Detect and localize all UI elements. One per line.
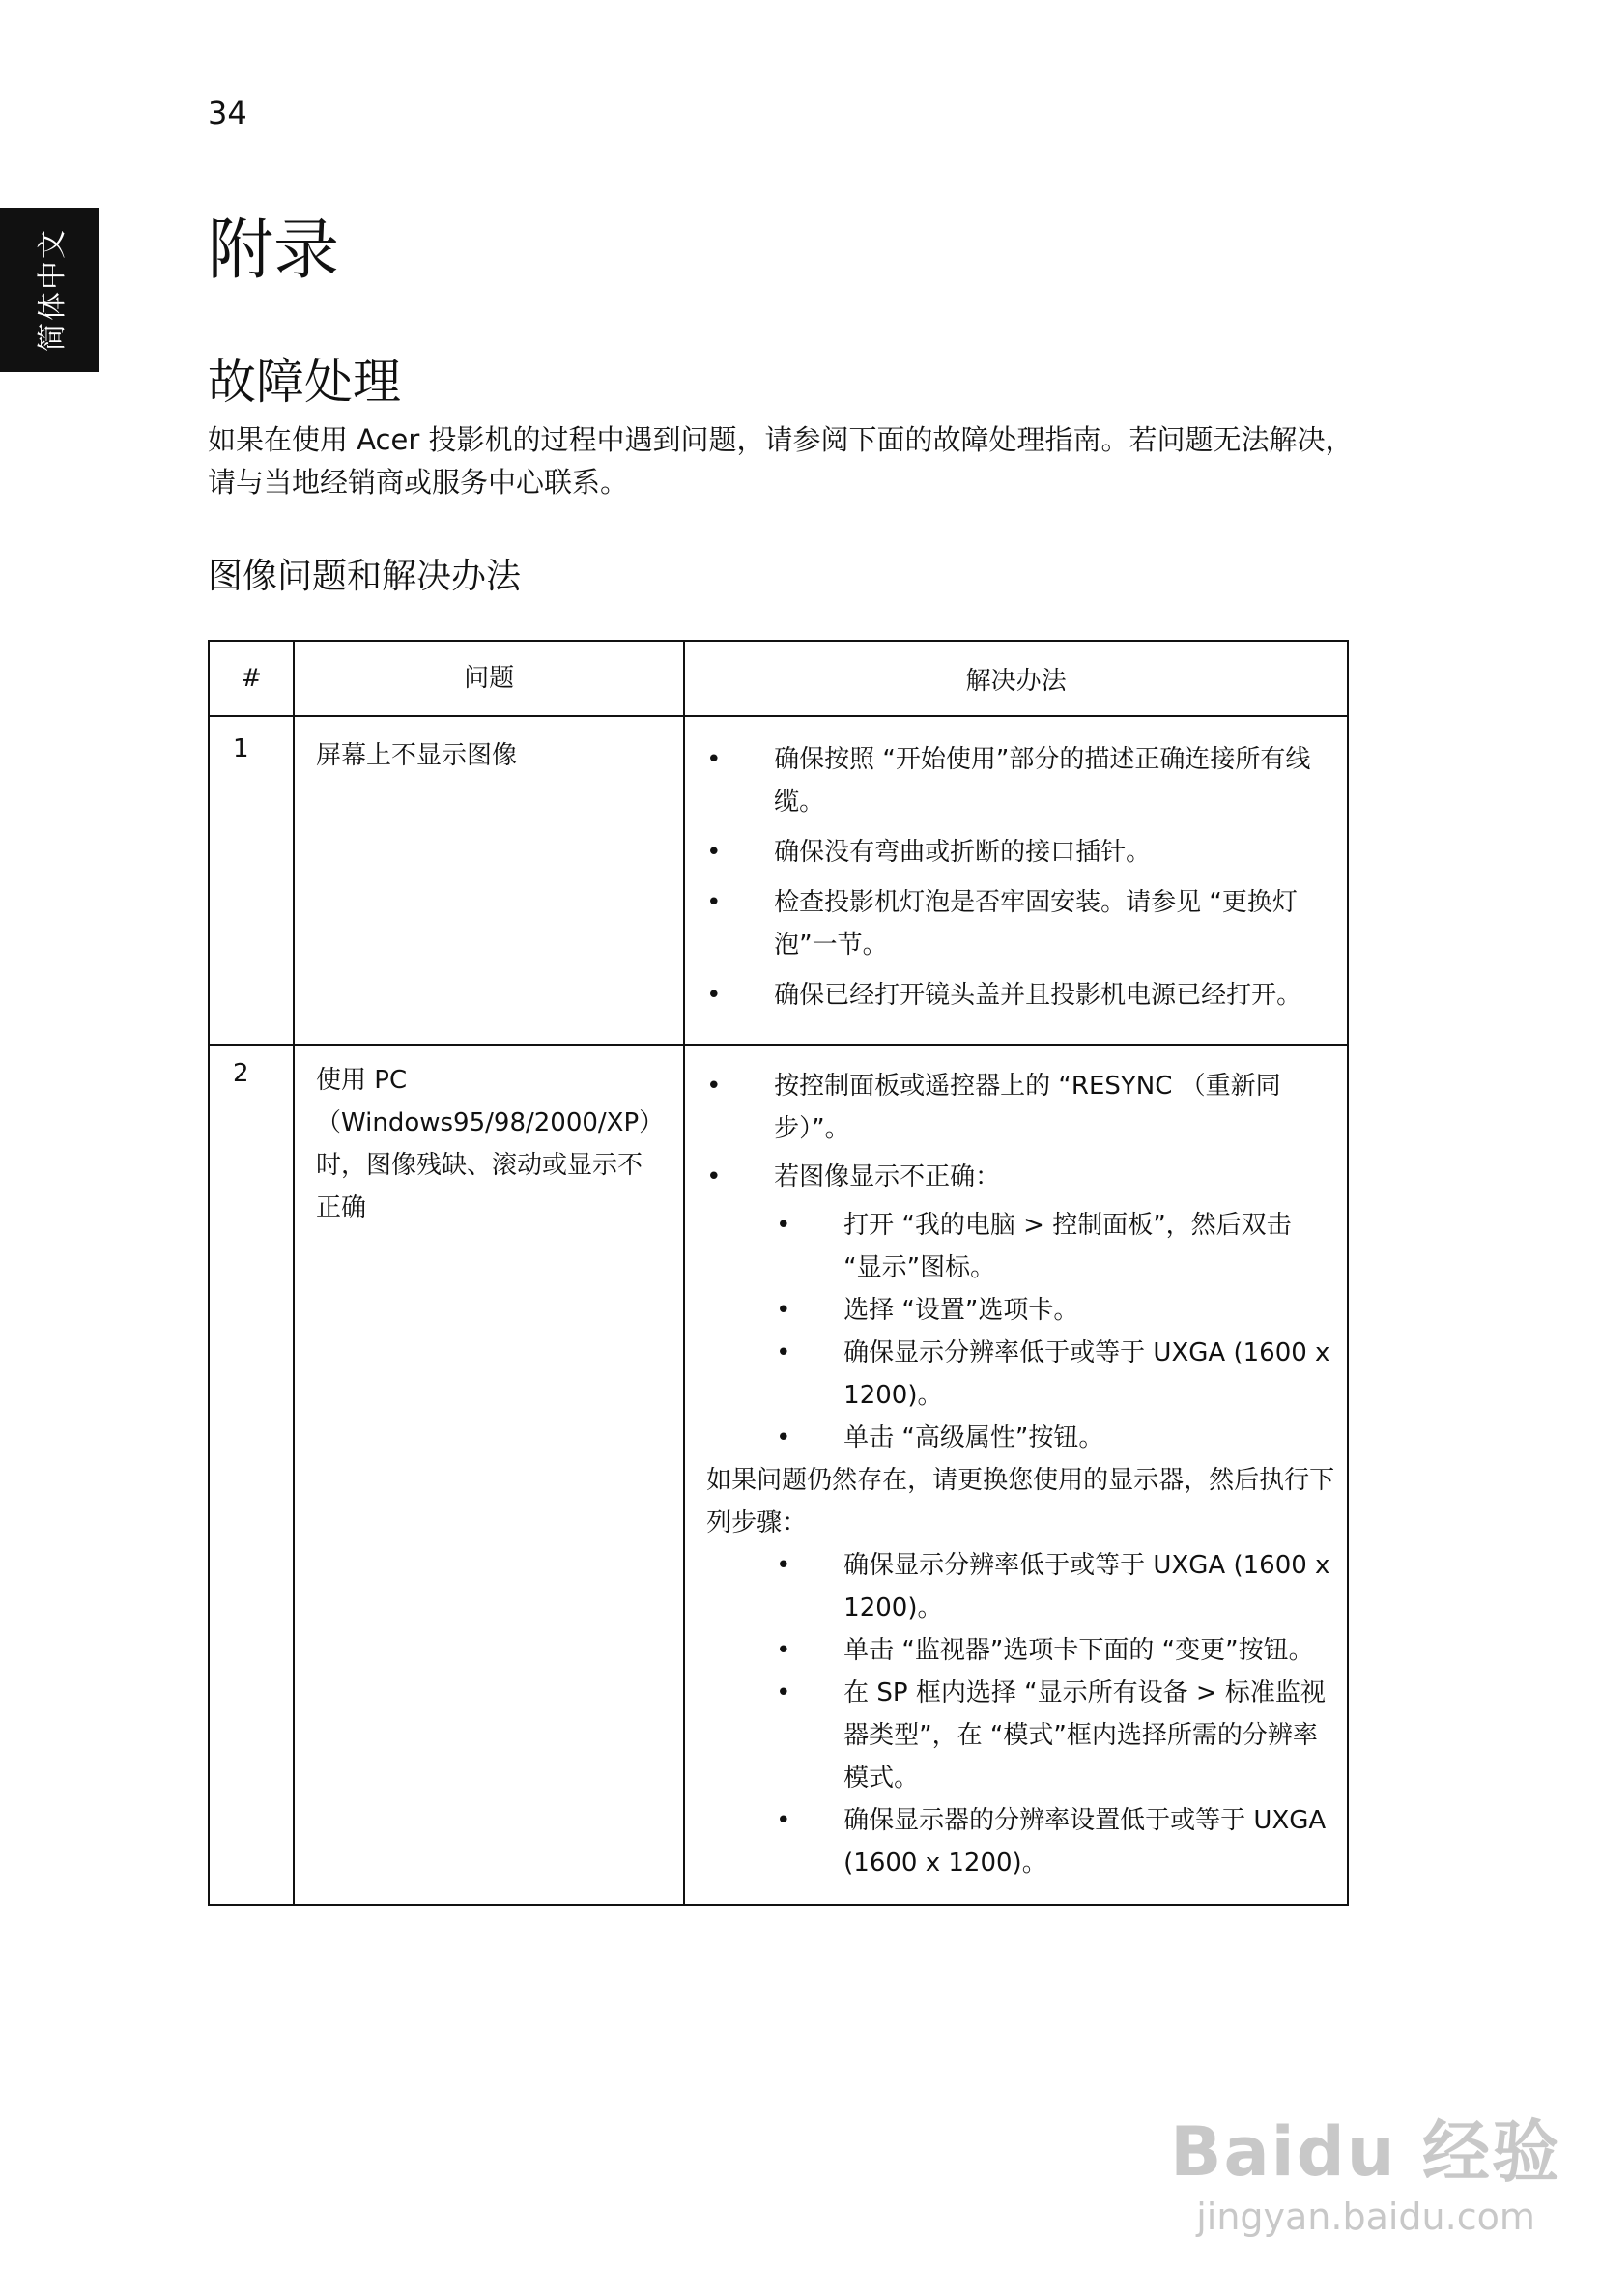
list-item [685,881,1337,966]
baidu-watermark [1170,2098,1561,2238]
bullet-icon: • [776,1296,791,1325]
bullet-icon: • [776,1423,791,1452]
list-item [685,974,1337,1017]
list-item [685,738,1337,823]
watermark-logo: Baidu 经验 [1170,2112,1561,2192]
header-solution: 解决办法 [684,641,1348,716]
sub-list-item [685,1672,1337,1799]
item-text: 检查投影机灯泡是否牢固安装。请参见 “更换灯泡”一节。 [774,888,1298,960]
header-problem: 问题 [294,641,684,716]
bullet-icon: • [776,1806,791,1835]
note-text: 如果问题仍然存在，请更换您使用的显示器，然后执行下列步骤： [706,1466,1335,1537]
watermark-url: jingyan.baidu.com [1196,2196,1535,2238]
sub-list-item [685,1629,1337,1672]
item-text: 确保显示器的分辨率设置低于或等于 UXGA (1600 x 1200)。 [843,1806,1327,1878]
list-item [685,1156,1337,1198]
table-row [209,716,1348,1045]
bullet-icon: • [706,745,722,774]
row-number: 1 [209,716,294,1045]
row-solutions [684,1045,1348,1905]
list-item [685,1065,1337,1150]
item-text: 在 SP 框内选择 “显示所有设备 > 标准监视器类型”，在 “模式”框内选择所需的分辨率模式。 [843,1679,1326,1793]
row-problem: 使用 PC （Windows95/98/2000/XP）时，图像残缺、滚动或显示不正确 [294,1045,684,1905]
side-tab-label: 简体中文 [36,228,70,352]
sub-list-item [685,1799,1337,1884]
sub-list-item [685,1417,1337,1459]
row-solutions [684,716,1348,1045]
sub-list-item [685,1332,1337,1417]
page-number: 34 [208,95,247,131]
table-row [209,1045,1348,1905]
section-title: 故障处理 [208,354,401,410]
intro-paragraph: 如果在使用 Acer 投影机的过程中遇到问题，请参阅下面的故障处理指南。若问题无法解决，请与当地经销商或服务中心联系。 [208,423,1354,499]
item-text: 确保按照 “开始使用”部分的描述正确连接所有线缆。 [774,745,1311,817]
bullet-icon: • [706,888,722,917]
bullet-icon: • [776,1338,791,1367]
item-text: 若图像显示不正确： [774,1162,1001,1191]
item-text: 确保显示分辨率低于或等于 UXGA (1600 x 1200)。 [843,1338,1330,1410]
header-number: # [209,641,294,716]
subheading: 图像问题和解决办法 [208,557,522,596]
item-text: 单击 “高级属性”按钮。 [843,1423,1104,1452]
bullet-icon: • [706,981,722,1010]
bullet-icon: • [776,1551,791,1580]
item-text: 打开 “我的电脑 > 控制面板”，然后双击 “显示”图标。 [843,1211,1292,1282]
troubleshooting-table [208,640,1349,1906]
bullet-icon: • [776,1636,791,1665]
row-number: 2 [209,1045,294,1905]
item-text: 单击 “监视器”选项卡下面的 “变更”按钮。 [843,1636,1314,1665]
item-text: 确保显示分辨率低于或等于 UXGA (1600 x 1200)。 [843,1551,1330,1622]
bullet-icon: • [776,1679,791,1708]
list-item [685,831,1337,874]
page-title: 附录 [208,213,340,289]
bullet-icon: • [706,1162,722,1191]
item-text: 选择 “设置”选项卡。 [843,1296,1079,1325]
item-text: 确保没有弯曲或折断的接口插针。 [774,838,1152,867]
bullet-icon: • [706,838,722,867]
item-text: 确保已经打开镜头盖并且投影机电源已经打开。 [774,981,1302,1010]
row-problem: 屏幕上不显示图像 [294,716,684,1045]
table-header-row [209,641,1348,716]
item-text: 按控制面板或遥控器上的 “RESYNC （重新同步）”。 [774,1072,1281,1143]
bullet-icon: • [706,1072,722,1101]
sub-list-item [685,1289,1337,1332]
sub-list-item [685,1204,1337,1289]
bullet-icon: • [776,1211,791,1240]
language-side-tab [0,208,99,372]
sub-list-item [685,1544,1337,1629]
